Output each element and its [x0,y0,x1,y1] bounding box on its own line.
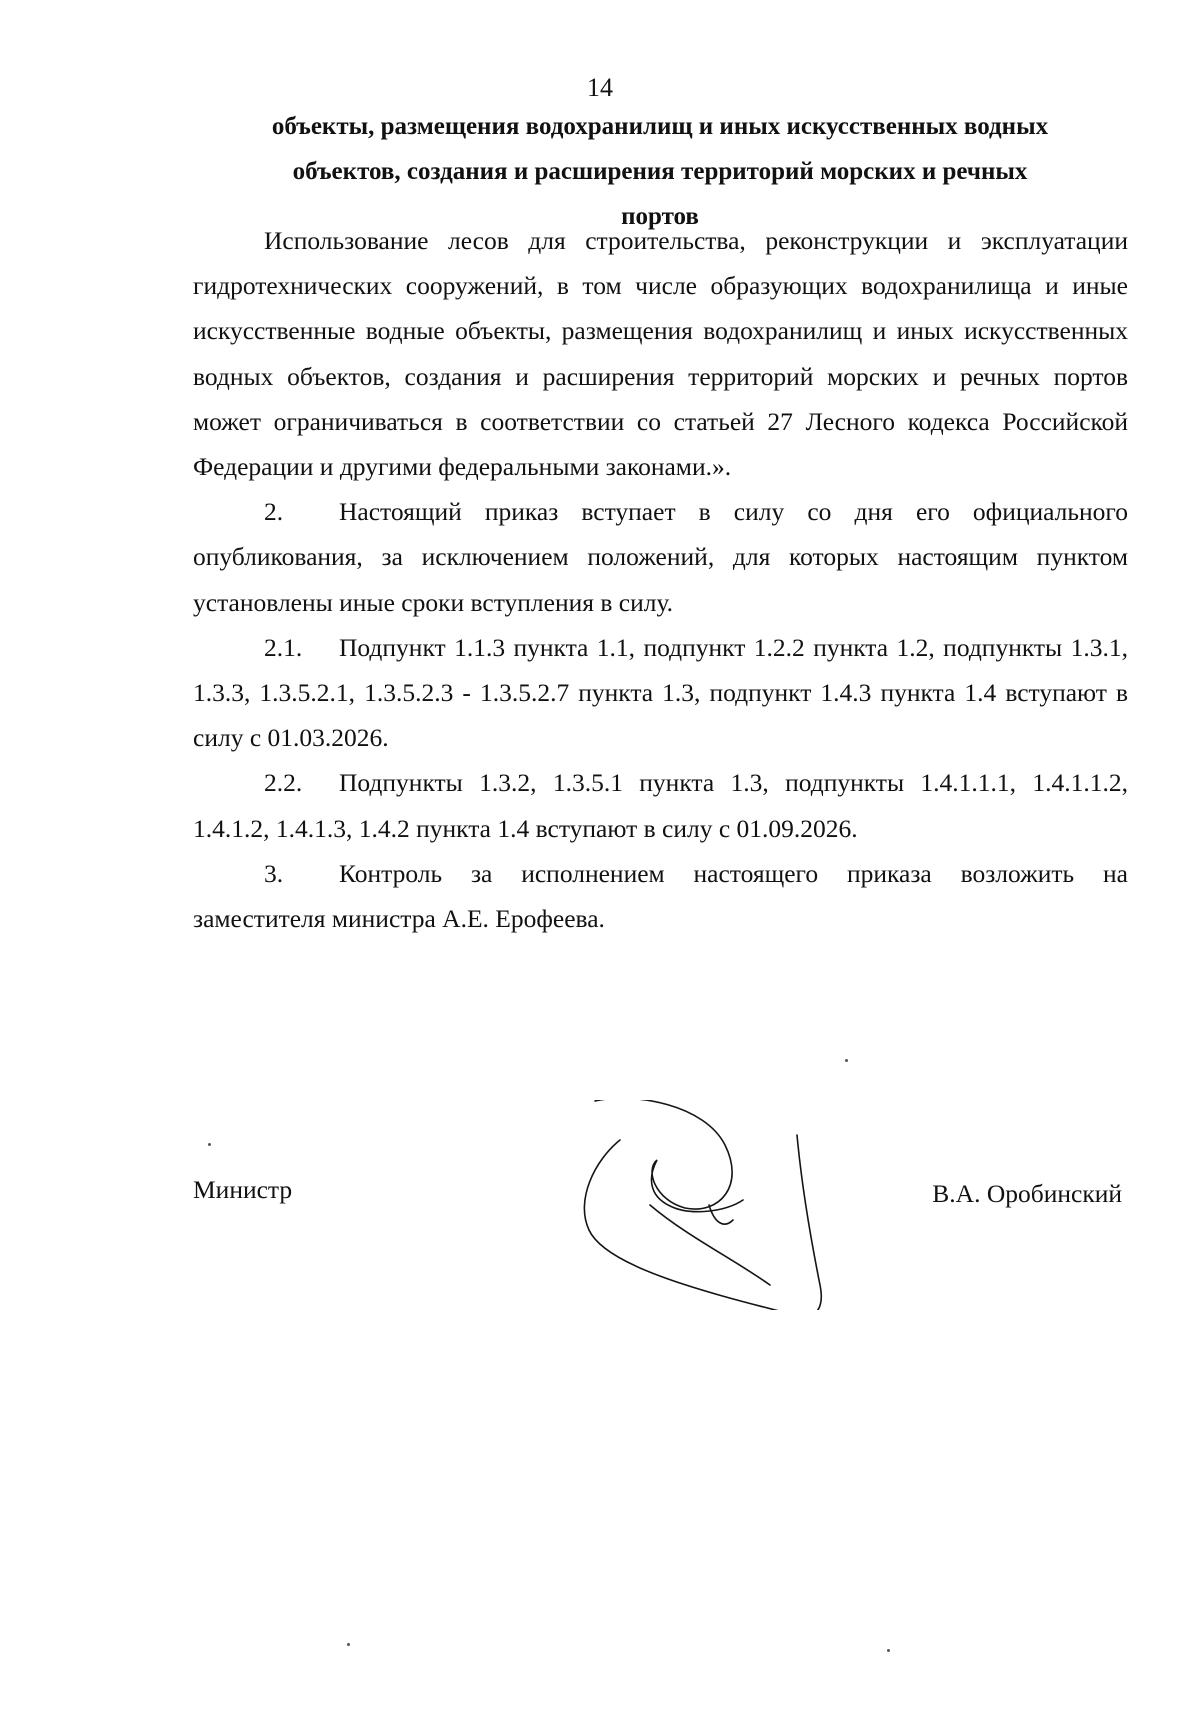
item-2-2 [193,760,1128,850]
item-2-text: Настоящий приказ вступает в силу со дня его официального опубликования, за исключением положений, для которых настоящим пунктом установлены иные сроки вступления в силу. [193,497,1128,617]
scan-speck [347,1643,350,1646]
handwritten-signature [575,1100,875,1310]
signature-stroke [709,1205,733,1224]
page-number: 14 [587,73,613,102]
heading-line: объекты, размещения водохранилищ и иных искусственных водных [271,113,1049,140]
signature-stroke [595,1100,743,1212]
heading-line: объектов, создания и расширения территорий морских и речных [292,158,1028,185]
scan-speck [887,1649,890,1652]
item-2-2-text: Подпункты 1.3.2, 1.3.5.1 пункта 1.3, подпункты 1.4.1.1.1, 1.4.1.1.2, 1.4.1.2, 1.4.1.3, 1.4.2 пункта 1.4 вступают в силу с 01.09.2026. [193,768,1128,843]
item-3-text: Контроль за исполнением настоящего приказа возложить на заместителя министра А.Е. Ерофеева. [193,858,1128,934]
item-2-1-text: Подпункт 1.1.3 пункта 1.1, подпункт 1.2.2 пункта 1.2, подпункты 1.3.1, 1.3.3, 1.3.5.2.1, 1.3.5.2.3 - 1.3.5.2.7 пункта 1.3, подпункт 1.4.3 пункта 1.4 вступают в силу с 01.03.2026. [193,632,1128,753]
body-text [193,218,1128,941]
signature-block [0,1100,1200,1320]
paragraph-forest-use: Использование лесов для строительства, реконструкции и эксплуатации гидротехнических сооружений, в том числе образующих водохранилища и иные искусственные водные объекты, размещения водохранилищ и иных искусственных водных объектов, создания и расширения территорий морских и речных портов может ограничиваться в соответствии со статьей 27 Лесного кодекса Российской Федерации и другими федеральными законами.». [193,226,1128,482]
signature-stroke [584,1135,821,1310]
scan-speck [845,1059,848,1062]
item-2-1 [193,625,1128,761]
item-3 [193,851,1128,941]
signatory-name: В.А. Оробинский [932,1179,1122,1208]
item-2 [193,489,1128,625]
signature-stroke [650,1205,770,1285]
signatory-title: Министр [193,1175,293,1204]
item-2-2-number: 2.2. [264,768,303,798]
item-2-number: 2. [264,497,284,527]
scan-speck [208,1143,211,1146]
item-2-1-number: 2.1. [264,632,303,662]
item-3-number: 3. [264,858,284,888]
heading-line: портов [621,203,699,230]
